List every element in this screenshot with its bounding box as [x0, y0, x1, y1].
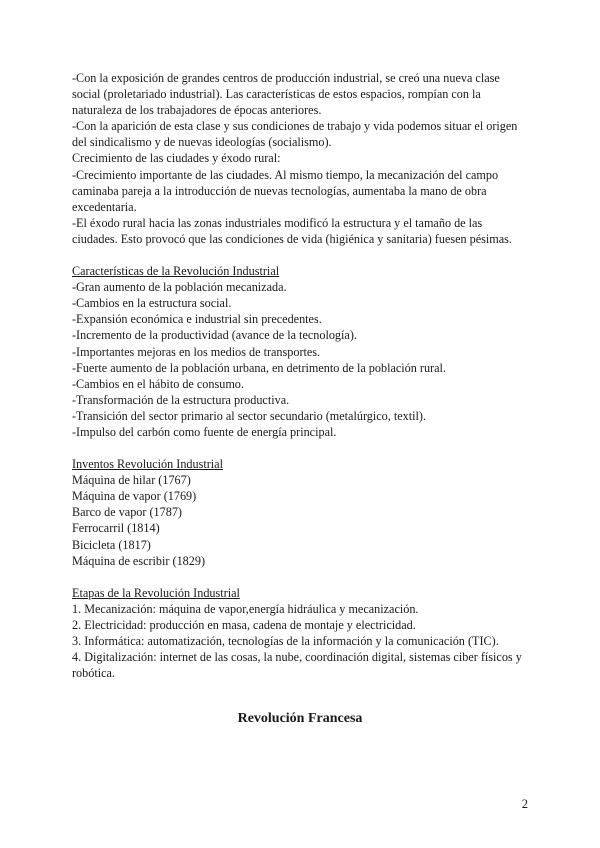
list-item: -Impulso del carbón como fuente de energía principal.: [72, 424, 337, 439]
stages-heading: Etapas de la Revolución Industrial: [72, 585, 240, 600]
spacer: [72, 569, 530, 585]
document-body: [72, 70, 530, 681]
page-number: 2: [521, 797, 528, 811]
list-item: 2. Electricidad: producción en masa, cadena de montaje y electricidad.: [72, 617, 416, 632]
list-item: -Transición del sector primario al sector secundario (metalúrgico, textil).: [72, 408, 427, 423]
list-item: -Gran aumento de la población mecanizada.: [72, 280, 287, 295]
spacer: [72, 247, 530, 263]
paragraph-new-class: -Con la exposición de grandes centros de producción industrial, se creó una nueva clase social (proletariado industrial). Las características de estos espacios, rompían con la naturaleza de los trabajadores de épocas anteriores.: [72, 71, 500, 118]
paragraph-rural-exodus: -El éxodo rural hacia las zonas industriales modificó la estructura y el tamaño de las ciudades. Esto provocó que las condiciones de vida (higiénica y sanitaria) fuesen pésimas.: [72, 215, 512, 246]
list-item: Bicicleta (1817): [72, 537, 151, 552]
list-item: Máquina de escribir (1829): [72, 553, 206, 568]
inventions-heading: Inventos Revolución Industrial: [72, 457, 223, 472]
list-item: 4. Digitalización: internet de las cosas, la nube, coordinación digital, sistemas ciber físicos y robótica.: [72, 650, 522, 681]
list-item: Máquina de vapor (1769): [72, 489, 197, 504]
subheading-city-growth: Crecimiento de las ciudades y éxodo rural:: [72, 151, 281, 166]
characteristics-section: [72, 263, 530, 440]
list-item: Barco de vapor (1787): [72, 505, 182, 520]
paragraph-city-growth: -Crecimiento importante de las ciudades. Al mismo tiempo, la mecanización del campo caminaba pareja a la introducción de nuevas tecnologías, aumentaba la mano de obra excedentaria.: [72, 167, 499, 214]
list-item: -Cambios en la estructura social.: [72, 296, 232, 311]
list-item: -Fuerte aumento de la población urbana, en detrimento de la población rural.: [72, 360, 446, 375]
spacer: [72, 440, 530, 456]
list-item: -Incremento de la productividad (avance de la tecnología).: [72, 328, 357, 343]
list-item: -Transformación de la estructura productiva.: [72, 392, 290, 407]
stages-section: [72, 585, 530, 682]
list-item: -Expansión económica e industrial sin precedentes.: [72, 312, 322, 327]
section-title: Revolución Francesa: [237, 711, 363, 726]
inventions-section: [72, 456, 530, 569]
list-item: 3. Informática: automatización, tecnologías de la información y la comunicación (TIC).: [72, 634, 499, 648]
list-item: 1. Mecanización: máquina de vapor,energía hidráulica y mecanización.: [72, 601, 419, 616]
list-item: -Importantes mejoras en los medios de transportes.: [72, 344, 321, 359]
list-item: Máquina de hilar (1767): [72, 473, 191, 488]
paragraph-syndicalism: -Con la aparición de esta clase y sus condiciones de trabajo y vida podemos situar el origen del sindicalismo y de nuevas ideologías (socialismo).: [72, 119, 518, 150]
characteristics-heading: Características de la Revolución Industrial: [72, 264, 280, 279]
list-item: -Cambios en el hábito de consumo.: [72, 376, 244, 391]
list-item: Ferrocarril (1814): [72, 521, 160, 536]
